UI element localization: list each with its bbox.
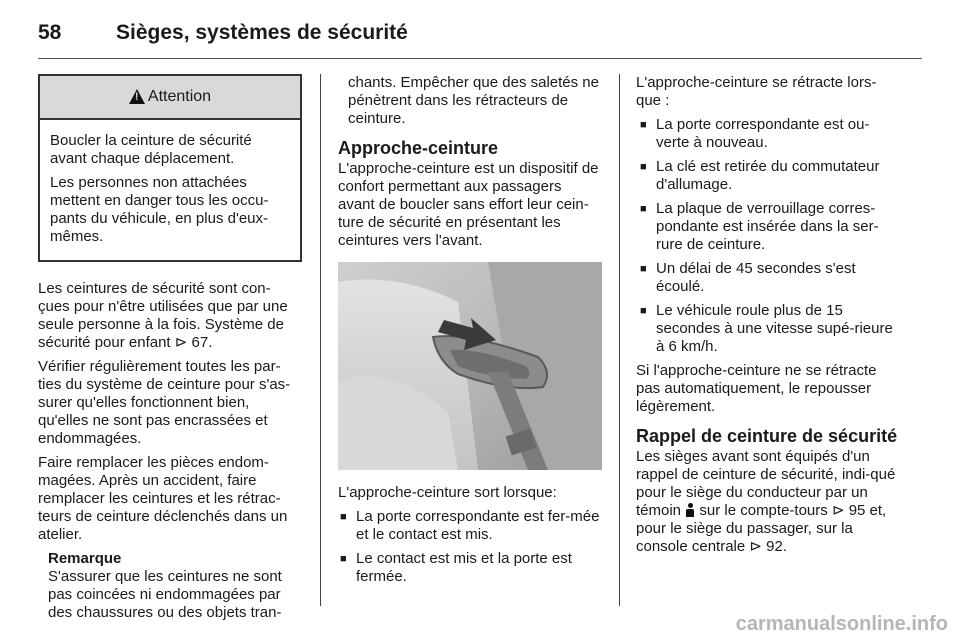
reference-arrow-icon: ⊳: [174, 334, 188, 351]
paragraph: Les ceintures de sécurité sont con-çues pour n'être utilisées que par une seule personne à la fois. Système de sécurité pour enfant ⊳ 67.: [38, 280, 288, 351]
section-heading: Approche-ceinture: [338, 138, 499, 158]
page-reference-link[interactable]: 92.: [766, 538, 788, 555]
reference-arrow-icon: ⊳: [831, 502, 845, 519]
watermark: carmanualsonline.info: [735, 613, 948, 635]
column-3: [636, 74, 898, 562]
list-item: ■ La porte correspondante est ou-verte à nouveau.: [640, 116, 898, 152]
paragraph: Vérifier régulièrement toutes les par-ties du système de ceinture pour s'as-surer qu'elles fonctionnent bien, qu'elles ne sont pas encrassées et endommagées.: [38, 358, 291, 447]
warning-header: [40, 76, 300, 120]
warning-body: [40, 120, 300, 260]
warning-paragraph: Les personnes non attachées mettent en danger tous les occu-pants du véhicule, en plus d'eux-mêmes.: [50, 174, 269, 245]
list-item: ■ La plaque de verrouillage corres-pondante est insérée dans la ser-rure de ceinture.: [640, 200, 898, 254]
belt-presenter-photo: [338, 262, 602, 470]
page-title: Sièges, systèmes de sécurité: [116, 21, 408, 44]
list-item: ■ Un délai de 45 secondes s'est écoulé.: [640, 260, 898, 296]
section-heading: Rappel de ceinture de sécurité: [636, 426, 898, 446]
paragraph: Si l'approche-ceinture ne se rétracte pas automatiquement, le repousser légèrement.: [636, 362, 877, 415]
remark-title: Remarque: [48, 550, 122, 567]
header-divider: [38, 58, 922, 59]
bullet-list: [338, 508, 602, 586]
list-item: ■ Le véhicule roule plus de 15 secondes à une vitesse supé-rieure à 6 km/h.: [640, 302, 898, 356]
page-number: 58: [38, 21, 62, 44]
remark-note: [38, 550, 302, 622]
column-2: [338, 74, 602, 592]
list-item: ■ La clé est retirée du commutateur d'allumage.: [640, 158, 898, 194]
page-reference-link[interactable]: 67.: [191, 334, 213, 351]
bullet-list: [636, 116, 898, 356]
paragraph: L'approche-ceinture est un dispositif de confort permettant aux passagers avant de boucler sans effort leur cein-ture de sécurité en présentant les ceintures vers l'avant.: [338, 160, 599, 249]
remark-text: S'assurer que les ceintures ne sont pas coincées ni endommagées par des chaussures ou des objets tran-: [48, 568, 282, 621]
seatbelt-warning-icon: [685, 503, 695, 517]
paragraph: L'approche-ceinture sort lorsque:: [338, 484, 557, 501]
belt-presenter-illustration: [338, 262, 602, 470]
warning-triangle-icon: [129, 89, 145, 104]
warning-title: Attention: [147, 88, 212, 105]
column-divider: [619, 74, 620, 606]
paragraph: Les sièges avant sont équipés d'un rappel de ceinture de sécurité, indi-qué pour le siège du conducteur par un témoin sur le compte-tours ⊳ 95 et, pour le siège du passager, sur la console centrale ⊳ 92.: [636, 448, 896, 555]
remark-continuation: chants. Empêcher que des saletés ne pénètrent dans les rétracteurs de ceinture.: [348, 74, 599, 127]
warning-paragraph: Boucler la ceinture de sécurité avant chaque déplacement.: [50, 132, 252, 167]
page-header: [38, 16, 408, 50]
list-item: ■ La porte correspondante est fer-mée et le contact est mis.: [340, 508, 602, 544]
paragraph: L'approche-ceinture se rétracte lors-que :: [636, 74, 877, 109]
warning-box: [38, 74, 302, 262]
list-item: ■ Le contact est mis et la porte est fermée.: [340, 550, 602, 586]
column-divider: [320, 74, 321, 606]
paragraph: Faire remplacer les pièces endom-magées. Après un accident, faire remplacer les ceintures et les rétrac-teurs de ceinture déclenchés dans un atelier.: [38, 454, 288, 543]
reference-arrow-icon: ⊳: [749, 538, 762, 555]
column-1: [38, 74, 302, 622]
